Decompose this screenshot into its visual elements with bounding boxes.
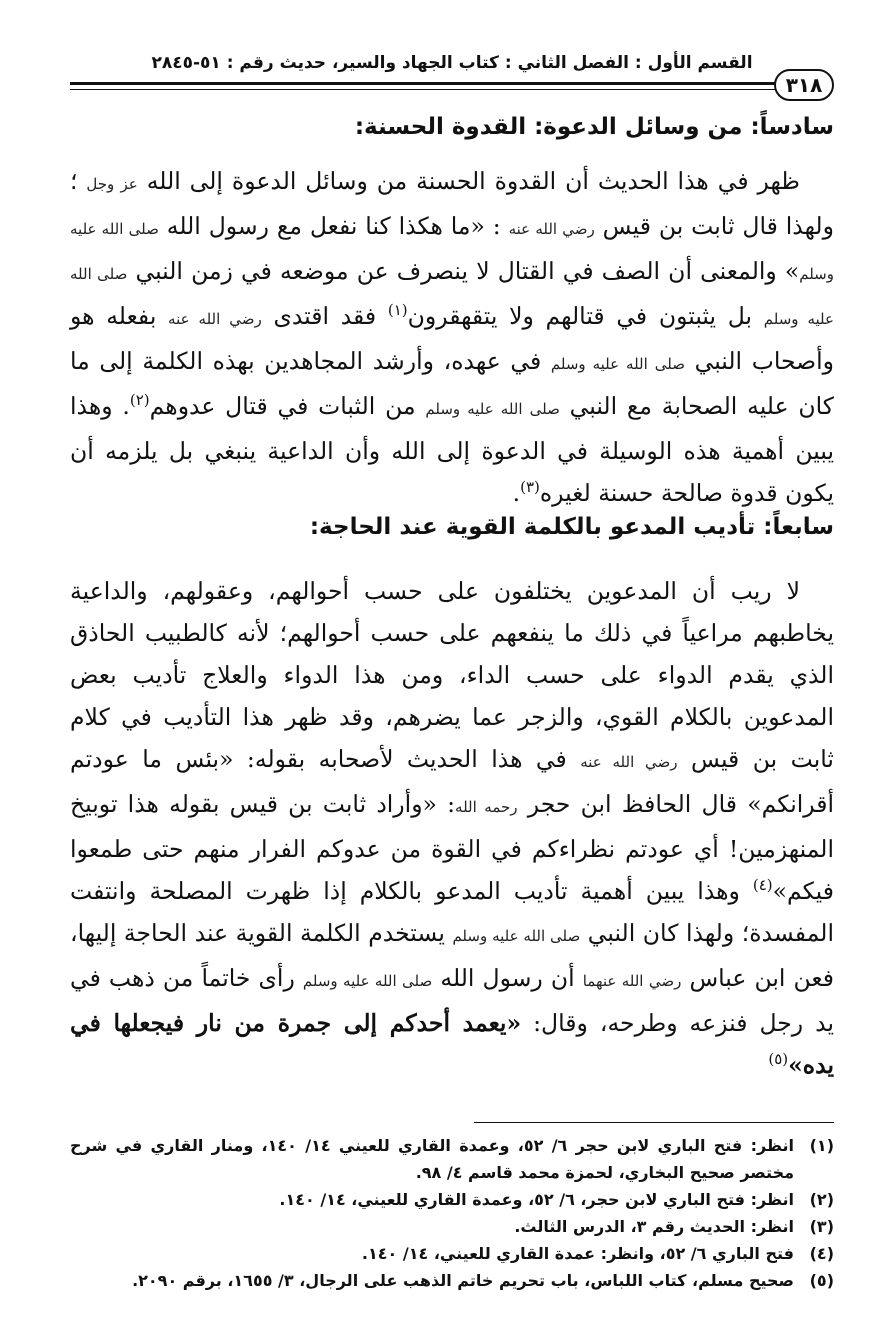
footnote-ref-5[interactable]: (٥): [768, 1050, 789, 1068]
footnote-text: انظر: فتح الباري لابن حجر ٦/ ٥٢، وعمدة القاري للعيني ١٤/ ١٤٠، ومنار القاري في شرح مختصر صحيح البخاري، لحمزة محمد قاسم ٤/ ٩٨.: [70, 1136, 794, 1182]
footnotes: [70, 1132, 834, 1294]
running-header: القسم الأول : الفصل الثاني : كتاب الجهاد والسير، حديث رقم : ٥١-٢٨٤٥: [151, 53, 753, 73]
honorific: رضي الله عنه: [580, 753, 678, 771]
footnote-text: انظر: الحديث رقم ٣، الدرس الثالث.: [514, 1217, 794, 1236]
text-run: أن رسول الله: [440, 964, 575, 992]
section-heading-6: سادساً: من وسائل الدعوة: القدوة الحسنة:: [354, 114, 834, 140]
honorific: صلى الله عليه وسلم: [70, 220, 834, 283]
honorific: رحمه الله: [455, 798, 518, 816]
hadith-quote: «يعمد أحدكم إلى جمرة من نار فيجعلها في يده»: [70, 1009, 834, 1079]
honorific: صلى الله عليه وسلم: [302, 972, 433, 990]
honorific: صلى الله عليه وسلم: [70, 265, 834, 328]
text-run: يستخدم الكلمة القوية عند الحاجة إليها، فعن ابن عباس: [70, 919, 834, 992]
footnote-number: (١): [809, 1136, 834, 1155]
book-page: [70, 40, 834, 1300]
text-run: » والمعنى أن الصف في القتال لا ينصرف عن موضعه في زمن النبي: [135, 257, 800, 285]
footnote-ref-4[interactable]: (٤): [752, 876, 773, 894]
footnote-number: (٥): [809, 1271, 834, 1290]
footnote-item: [70, 1186, 834, 1213]
text-run: رأى خاتماً من ذهب في يد رجل فنزعه وطرحه، وقال:: [70, 964, 834, 1037]
footnote-number: (٢): [809, 1190, 834, 1209]
honorific: رضي الله عنهما: [582, 972, 682, 990]
text-run: ظهر في هذا الحديث أن القدوة الحسنة من وسائل الدعوة إلى الله: [146, 167, 800, 195]
text-run: وهذا يبين أهمية تأديب المدعو بالكلام إذا ظهرت المصلحة وانتفت المفسدة؛ ولهذا كان النبي: [70, 877, 834, 947]
footnote-ref-3[interactable]: (٣): [520, 478, 540, 496]
section-6-paragraph: [70, 160, 835, 507]
footnote-text: فتح الباري ٦/ ٥٢، وانظر: عمدة القاري للعيني، ١٤/ ١٤٠.: [361, 1244, 794, 1263]
text-run: من الثبات في قتال عدوهم: [149, 392, 416, 420]
text-run: .: [512, 479, 521, 507]
header-rule-thin: [70, 89, 776, 90]
honorific: صلى الله عليه وسلم: [550, 355, 685, 373]
honorific: صلى الله عليه وسلم: [452, 927, 581, 945]
footnote-separator: [474, 1122, 834, 1123]
honorific: عز وجل: [86, 175, 138, 193]
text-run: بفعله هو وأصحاب النبي: [70, 302, 835, 375]
footnote-item: [70, 1132, 834, 1186]
footnote-ref-1[interactable]: (١): [387, 301, 408, 319]
footnote-text: انظر: فتح الباري لابن حجر، ٦/ ٥٢، وعمدة القاري للعيني، ١٤/ ١٤٠.: [279, 1190, 794, 1209]
text-run: في عهده، وأرشد المجاهدين بهذه الكلمة إلى ما كان عليه الصحابة مع النبي: [70, 347, 834, 420]
honorific: رضي الله عنه: [168, 310, 262, 328]
footnote-item: [70, 1267, 834, 1294]
text-run: . وهذا يبين أهمية هذه الوسيلة في الدعوة إلى الله وأن الداعية ينبغي بل يلزمه أن يكون قدوة صالحة حسنة لغيره: [70, 392, 834, 507]
footnote-text: صحيح مسلم، كتاب اللباس، باب تحريم خاتم الذهب على الرجال، ٣/ ١٦٥٥، برقم ٢٠٩٠.: [132, 1271, 794, 1290]
footnote-number: (٤): [809, 1244, 834, 1263]
text-run: بل يثبتون في قتالهم ولا يتقهقرون: [407, 302, 753, 330]
footnote-ref-2[interactable]: (٢): [129, 391, 150, 409]
text-run: فقد اقتدى: [273, 302, 377, 330]
text-run: : «وأراد ثابت بن قيس بقوله هذا توبيخ المنهزمين! أي عودتم نظراءكم في القوة من عدوكم الفرار منهم حتى طمعوا فيكم»: [70, 790, 834, 905]
footnote-item: [70, 1240, 834, 1267]
header-rule-thick: [70, 82, 776, 85]
footnote-number: (٣): [809, 1217, 834, 1236]
text-run: : «ما هكذا كنا نفعل مع رسول الله: [166, 212, 501, 240]
footnote-item: [70, 1213, 834, 1240]
text-run: ؛ ولهذا قال ثابت بن قيس: [70, 167, 834, 240]
text-run: في هذا الحديث لأصحابه بقوله: «بئس ما عودتم أقرانكم» قال الحافظ ابن حجر: [70, 745, 835, 818]
section-7-paragraph: [70, 570, 834, 1090]
honorific: رضي الله عنه: [508, 220, 595, 238]
text-run: لا ريب أن المدعوين يختلفون على حسب أحوالهم، وعقولهم، والداعية يخاطبهم مراعياً في ذلك ما ينفعهم على حسب أحوالهم؛ لأنه كالطبيب الحاذق الذي يقدم الدواء على حسب الداء، ومن هذا الدواء والعلاج تأديب بعض المدعوين بالكلام القوي، والزجر عما يضرهم، وقد ظهر هذا التأديب في كلام ثابت بن قيس: [70, 577, 834, 773]
page-number: ٣١٨: [774, 69, 834, 101]
section-heading-7: سابعاً: تأديب المدعو بالكلمة القوية عند الحاجة:: [309, 514, 834, 540]
honorific: صلى الله عليه وسلم: [425, 400, 560, 418]
